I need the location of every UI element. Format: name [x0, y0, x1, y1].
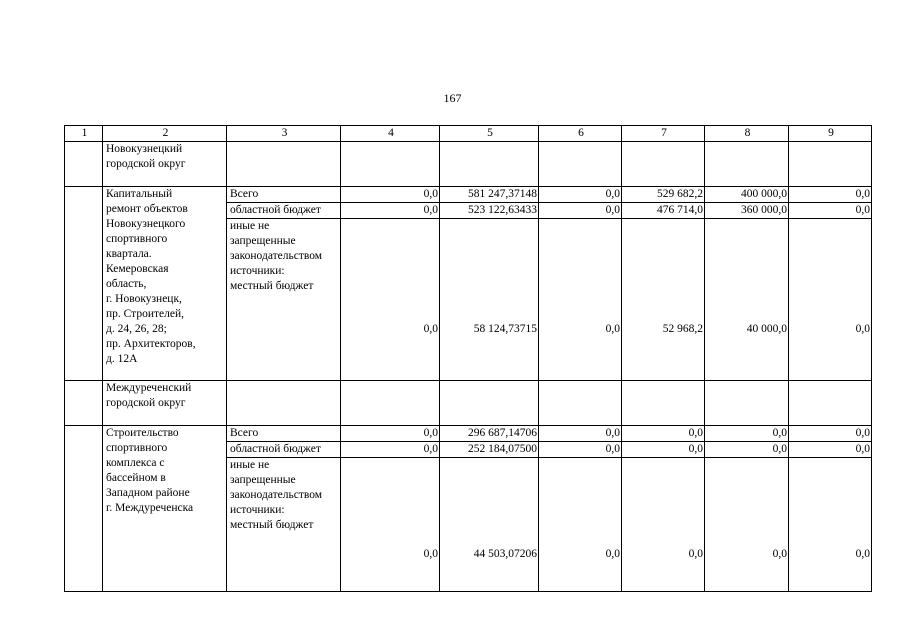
table-row: [65, 426, 872, 442]
header-cell: 7: [622, 126, 705, 142]
amount-cell: 360 000,0: [705, 203, 789, 219]
header-cell: 8: [705, 126, 789, 142]
amount-cell: 0,0: [341, 426, 440, 442]
empty-cell: [227, 381, 341, 426]
table-row: [65, 187, 872, 203]
amount-cell: 400 000,0: [705, 187, 789, 203]
amount-cell: 58 124,73715: [440, 219, 539, 381]
header-cell: 3: [227, 126, 341, 142]
amount-cell: 0,0: [341, 458, 440, 592]
amount-cell: 581 247,37148: [440, 187, 539, 203]
amount-cell: 0,0: [539, 458, 622, 592]
amount-cell: 0,0: [341, 203, 440, 219]
header-cell: 4: [341, 126, 440, 142]
empty-cell: [789, 381, 872, 426]
empty-cell: [789, 142, 872, 187]
funding-source: иные не запрещенные законодательством источники: местный бюджет: [227, 219, 341, 381]
empty-cell: [341, 381, 440, 426]
empty-cell: [705, 142, 789, 187]
empty-cell: [705, 381, 789, 426]
amount-cell: 0,0: [789, 426, 872, 442]
empty-cell: [440, 381, 539, 426]
header-cell: 9: [789, 126, 872, 142]
empty-cell: [539, 142, 622, 187]
empty-cell: [539, 381, 622, 426]
district-row: [65, 381, 872, 426]
amount-cell: 0,0: [341, 187, 440, 203]
empty-cell: [65, 381, 103, 426]
object-name: Строительство спортивного комплекса с бассейном в Западном районе г. Междуреченска: [103, 426, 227, 592]
amount-cell: 252 184,07500: [440, 442, 539, 458]
empty-cell: [341, 142, 440, 187]
amount-cell: 296 687,14706: [440, 426, 539, 442]
financing-table: [64, 125, 872, 592]
amount-cell: 52 968,2: [622, 219, 705, 381]
amount-cell: 0,0: [789, 187, 872, 203]
amount-cell: 0,0: [705, 426, 789, 442]
header-cell: 2: [103, 126, 227, 142]
amount-cell: 0,0: [789, 219, 872, 381]
amount-cell: 0,0: [789, 458, 872, 592]
page-number: 167: [443, 91, 462, 105]
amount-cell: 0,0: [705, 458, 789, 592]
header-cell: 6: [539, 126, 622, 142]
amount-cell: 0,0: [622, 426, 705, 442]
amount-cell: 523 122,63433: [440, 203, 539, 219]
amount-cell: 0,0: [539, 442, 622, 458]
empty-cell: [227, 142, 341, 187]
amount-cell: 529 682,2: [622, 187, 705, 203]
amount-cell: 0,0: [539, 203, 622, 219]
district-name: Новокузнецкий городской округ: [103, 142, 227, 187]
funding-source: Всего: [227, 426, 341, 442]
header-cell: 1: [65, 126, 103, 142]
funding-source: иные не запрещенные законодательством источники: местный бюджет: [227, 458, 341, 592]
funding-source: областной бюджет: [227, 442, 341, 458]
amount-cell: 0,0: [539, 187, 622, 203]
empty-cell: [440, 142, 539, 187]
funding-source: областной бюджет: [227, 203, 341, 219]
header-cell: 5: [440, 126, 539, 142]
district-row: [65, 142, 872, 187]
empty-cell: [65, 142, 103, 187]
amount-cell: 0,0: [622, 442, 705, 458]
amount-cell: 0,0: [705, 442, 789, 458]
header-row: [65, 126, 872, 142]
empty-cell: [65, 426, 103, 592]
amount-cell: 0,0: [539, 426, 622, 442]
empty-cell: [622, 142, 705, 187]
object-name: Капитальный ремонт объектов Новокузнецкого спортивного квартала. Кемеровская область, г. Новокузнецк, пр. Строителей, д. 24, 26, 28; пр. Архитекторов, д. 12А: [103, 187, 227, 381]
empty-cell: [65, 187, 103, 381]
amount-cell: 0,0: [622, 458, 705, 592]
amount-cell: 0,0: [341, 219, 440, 381]
amount-cell: 0,0: [341, 442, 440, 458]
amount-cell: 0,0: [539, 219, 622, 381]
empty-cell: [622, 381, 705, 426]
district-name: Междуреченский городской округ: [103, 381, 227, 426]
funding-source: Всего: [227, 187, 341, 203]
amount-cell: 476 714,0: [622, 203, 705, 219]
amount-cell: 44 503,07206: [440, 458, 539, 592]
amount-cell: 0,0: [789, 442, 872, 458]
amount-cell: 40 000,0: [705, 219, 789, 381]
amount-cell: 0,0: [789, 203, 872, 219]
